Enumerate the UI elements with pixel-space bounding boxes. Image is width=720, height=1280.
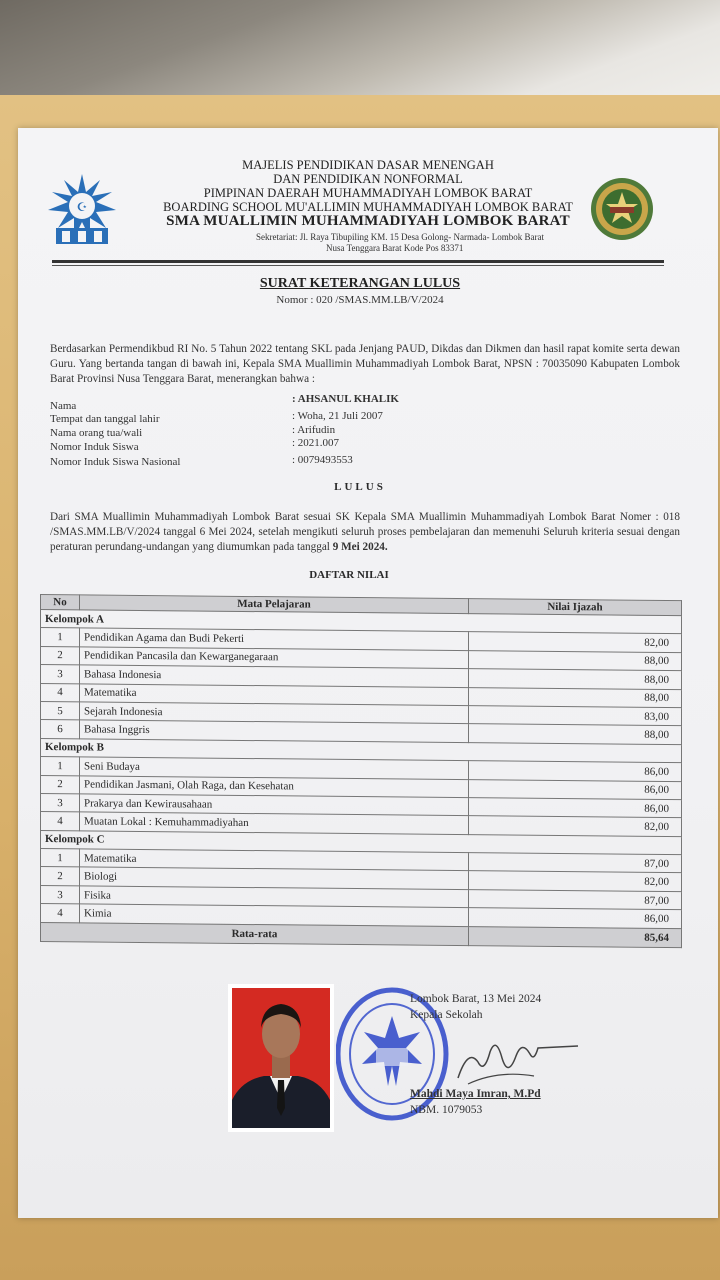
letterhead-line1: MAJELIS PENDIDIKAN DASAR MENENGAH [242,158,494,172]
grade-subject: Matematika [80,849,469,871]
col-score-header: Nilai Ijazah [469,599,682,616]
grade-number: 2 [41,646,80,665]
grade-number: 6 [41,720,80,739]
grade-number: 3 [41,793,80,812]
col-subject-header: Mata Pelajaran [80,595,469,614]
announcement-date: 9 Mei 2024. [332,541,388,553]
grade-score: 82,00 [469,632,682,652]
grade-subject: Muatan Lokal : Kemuhammadiyahan [80,812,469,834]
grade-score: 87,00 [469,853,682,873]
decision-paragraph [50,510,680,555]
address-line2: Nusa Tenggara Barat Kode Pos 83371 [326,243,464,253]
grade-subject: Bahasa Inggris [80,720,469,742]
identity-value: : 0079493553 [292,454,353,466]
decision-text: Dari SMA Muallimin Muhammadiyah Lombok Barat sesuai SK Kepala SMA Muallimin Muhammadiyah Lombok Barat Nomer : 018 /SMAS.MM.LB/V/2024 tanggal 6 Mei 2024, setelah mengikuti seluruh proses pembelajaran dan memenuhi Seluruh kriteria sesuai dengan peraturan perundang-undangan yang diumumkan pada tanggal [50,511,680,553]
grade-subject: Fisika [80,886,469,908]
letterhead [18,158,718,228]
grades-heading: DAFTAR NILAI [309,569,389,581]
signature-role: Kepala Sekolah [410,1009,483,1021]
grade-number: 2 [41,775,80,794]
student-portrait-icon [232,988,330,1128]
grade-subject: Sejarah Indonesia [80,702,469,724]
grade-score: 82,00 [469,816,682,836]
intro-paragraph: Berdasarkan Permendikbud RI No. 5 Tahun 2022 tentang SKL pada Jenjang PAUD, Dikdas dan Dikmen dan hasil rapat komite serta dewan Guru. Yang bertanda tangan di bawah ini, Kepala SMA Muallimin Muhammadiyah Lombok Barat, NPSN : 70035090 Kabupaten Lombok Barat Provinsi Nusa Tenggara Barat, menerangkan bahwa : [50,343,680,385]
grade-number: 4 [41,812,80,831]
grade-score: 88,00 [469,650,682,670]
school-name: SMA MUALLIMIN MUHAMMADIYAH LOMBOK BARAT [166,213,570,229]
grades-group-label: Kelompok B [41,738,682,763]
document-number: Nomor : 020 /SMAS.MM.LB/V/2024 [276,294,444,306]
grade-subject: Prakarya dan Kewirausahaan [80,794,469,816]
letterhead-divider [52,260,664,263]
identity-value: : AHSANUL KHALIK [292,393,399,405]
student-photo [228,984,334,1132]
grade-score: 86,00 [469,761,682,781]
grade-score: 88,00 [469,669,682,689]
certificate-paper [18,128,718,1218]
identity-label: Tempat dan tanggal lahir [50,413,160,425]
grade-subject: Bahasa Indonesia [80,665,469,687]
signature-place-date: Lombok Barat, 13 Mei 2024 [410,993,542,1005]
identity-label: Nama [50,400,77,412]
grade-number: 1 [41,757,80,776]
grade-number: 3 [41,885,80,904]
grade-score: 88,00 [469,724,682,744]
grade-subject: Kimia [80,904,469,926]
grade-number: 3 [41,665,80,684]
average-label: Rata-rata [41,922,469,945]
grades-table [40,594,682,948]
letterhead-line2: DAN PENDIDIKAN NONFORMAL [273,172,463,186]
identity-value: : 2021.007 [292,437,340,449]
signer-id: NBM. 1079053 [410,1104,483,1116]
address-line1: Sekretariat: Jl. Raya Tibupiling KM. 15 Desa Golong- Narmada- Lombok Barat [256,232,544,242]
grade-score: 87,00 [469,889,682,909]
identity-label: Nama orang tua/wali [50,427,143,439]
grade-subject: Pendidikan Pancasila dan Kewarganegaraan [80,647,469,669]
letterhead-divider-thin [52,265,664,266]
grade-score: 86,00 [469,798,682,818]
school-stamp-icon [336,986,452,1122]
grade-number: 4 [41,904,80,923]
letterhead-line3: PIMPINAN DAERAH MUHAMMADIYAH LOMBOK BARAT [203,186,533,200]
letterhead-line4: BOARDING SCHOOL MU'ALLIMIN MUHAMMADIYAH LOMBOK BARAT [163,200,573,214]
grade-number: 5 [41,701,80,720]
identity-label: Nomor Induk Siswa [50,441,139,453]
grade-subject: Biologi [80,867,469,889]
grade-subject: Matematika [80,683,469,705]
col-no-header: No [41,595,80,610]
grade-number: 1 [41,628,80,647]
grade-subject: Pendidikan Agama dan Budi Pekerti [80,628,469,650]
average-value: 85,64 [469,926,682,947]
grade-number: 4 [41,683,80,702]
document-title: SURAT KETERANGAN LULUS [259,276,461,291]
grade-score: 86,00 [469,779,682,799]
signature-icon [438,1018,588,1098]
grade-score: 88,00 [469,687,682,707]
graduation-status: LULUS [334,481,386,493]
grades-table-body [41,595,682,948]
grade-subject: Seni Budaya [80,757,469,779]
identity-value: : Woha, 21 Juli 2007 [292,410,383,422]
grade-number: 1 [41,849,80,868]
svg-text:☪: ☪ [76,200,88,214]
grade-score: 82,00 [469,871,682,891]
identity-value: : Arifudin [292,424,336,436]
identity-label: Nomor Induk Siswa Nasional [50,456,181,468]
grade-number: 2 [41,867,80,886]
signer-name: Mahdi Maya Imran, M.Pd [410,1088,541,1100]
grade-score: 83,00 [469,706,682,726]
letterhead-address [256,232,556,254]
grade-score: 86,00 [469,908,682,928]
grade-subject: Pendidikan Jasmani, Olah Raga, dan Kesehatan [80,775,469,797]
grades-group-label: Kelompok C [41,830,682,855]
grades-group-label: Kelompok A [41,610,682,635]
